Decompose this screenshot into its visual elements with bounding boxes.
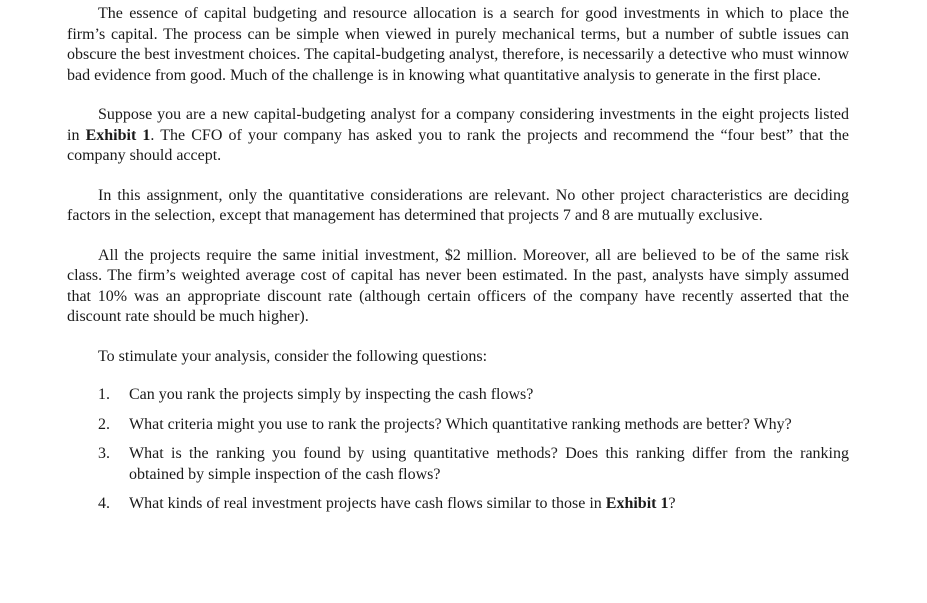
paragraph-assignment-text-end: . The CFO of your company has asked you to rank the projects and recommend the “four best” that the company should accept. (67, 126, 850, 164)
paragraph-assignment-text-start: Suppose you are a new capital-budgeting analyst for a company considering investments in the eight projects listed in (67, 106, 849, 144)
paragraph-considerations-text: In this assignment, only the quantitative considerations are relevant. No other project characteristics are deciding factors in the selection, except that management has determined that projects 7 and 8 are mutually exclusive. (67, 186, 849, 224)
paragraph-intro-text: The essence of capital budgeting and resource allocation is a search for good investments in which to place the firm’s capital. The process can be simple when viewed in purely mechanical terms, but a number of subtle issues can obscure the best investment choices. The capital-budgeting analyst, therefore, is necessarily a detective who must winnow bad evidence from good. Much of the challenge is in knowing what quantitative analysis to generate in the first place. (67, 5, 849, 84)
question-number: 4. (98, 495, 110, 512)
question-text: What is the ranking you found by using quantitative methods? Does this ranking differ from the ranking obtained by simple inspection of the cash flows? (129, 445, 849, 483)
questions-list (67, 385, 849, 515)
exhibit-reference: Exhibit 1 (85, 126, 151, 144)
question-text: Can you rank the projects simply by inspecting the cash flows? (129, 386, 534, 403)
paragraph-considerations (67, 186, 849, 227)
exhibit-reference: Exhibit 1 (605, 495, 669, 512)
questions-intro-text: To stimulate your analysis, consider the following questions: (98, 347, 488, 365)
question-text-end: ? (668, 495, 676, 512)
paragraph-assignment (67, 105, 849, 167)
question-item (67, 444, 849, 485)
question-item (67, 385, 849, 406)
document-page (67, 4, 849, 524)
question-number: 1. (98, 386, 110, 403)
paragraph-investment-text: All the projects require the same initial investment, $2 million. Moreover, all are believed to be of the same risk class. The firm’s weighted average cost of capital has never been estimated. In the past, analysts have simply assumed that 10% was an appropriate discount rate (although certain officers of the company have recently asserted that the discount rate should be much higher). (67, 246, 849, 325)
question-text-start: What kinds of real investment projects have cash flows similar to those in (129, 495, 606, 512)
paragraph-intro (67, 4, 849, 86)
paragraph-investment (67, 246, 849, 328)
question-item (67, 494, 849, 515)
questions-intro (67, 347, 849, 368)
question-text: What criteria might you use to rank the projects? Which quantitative ranking methods are better? Why? (129, 415, 792, 433)
question-item (67, 415, 849, 436)
question-number: 3. (98, 445, 110, 462)
question-number: 2. (98, 415, 110, 433)
